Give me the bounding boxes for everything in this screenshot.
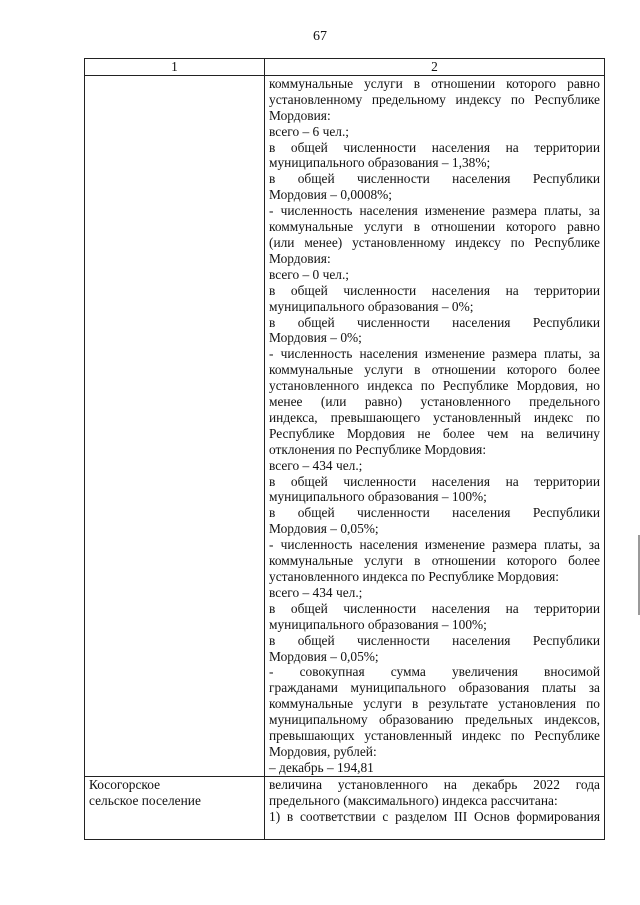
document-table: [84, 58, 605, 840]
description-cell: [265, 75, 605, 776]
text-line: отклонения по Республике Мордовия:: [269, 441, 487, 457]
text-line: всего – 434 чел.;: [269, 584, 363, 600]
municipality-cell: [85, 75, 265, 776]
text-line: в общей численности населения Республики: [269, 632, 600, 648]
text-line: (или менее) установленному индексу по Республике: [269, 234, 600, 250]
text-line: установленного индекса по Республике Мордовия, но: [269, 378, 600, 394]
text-line: в общей численности населения на территории: [269, 473, 600, 489]
column-header-1: 1: [85, 59, 265, 76]
text-line: всего – 0 чел.;: [269, 266, 350, 282]
text-line: Мордовия – 0,0008%;: [269, 187, 393, 203]
text-line: муниципальному образованию предельных индексов,: [269, 712, 600, 728]
text-line: муниципального образования – 100%;: [269, 616, 487, 632]
text-line: всего – 434 чел.;: [269, 457, 363, 473]
column-header-2: 2: [265, 59, 605, 76]
table-header-row: [85, 59, 605, 76]
text-line: Республике Мордовия не более чем на величину: [269, 425, 600, 441]
text-line: величина установленного на декабрь 2022 года: [269, 776, 600, 792]
text-line: - совокупная сумма увеличения вносимой: [269, 664, 600, 680]
text-line: муниципального образования – 1,38%;: [269, 155, 491, 171]
text-line: в общей численности населения Республики: [269, 314, 600, 330]
text-line: Мордовия:: [269, 250, 331, 266]
text-line: установленному предельному индексу по Республике: [269, 91, 600, 107]
text-line: коммунальные услуги в отношении которого равно: [269, 75, 600, 91]
page-number: 67: [313, 29, 327, 44]
text-line: 1) в соответствии с разделом III Основ формирования: [269, 808, 600, 824]
text-line: всего – 6 чел.;: [269, 123, 350, 139]
text-line: коммунальные услуги в отношении которого более: [269, 553, 600, 569]
text-line: коммунальные услуги в отношении которого равно: [269, 219, 600, 235]
description-cell: [265, 776, 605, 839]
text-line: муниципального образования – 0%;: [269, 298, 474, 314]
text-line: в общей численности населения Республики: [269, 505, 600, 521]
text-line: в общей численности населения Республики: [269, 171, 600, 187]
municipality-cell: [85, 776, 265, 839]
text-line: превышающих установленный индекс по Республике: [269, 728, 600, 744]
text-line: - численность населения изменение размера платы, за: [269, 537, 600, 553]
text-line: менее (или равно) установленного предельного: [269, 394, 600, 410]
text-line: Мордовия – 0%;: [269, 330, 362, 346]
text-line: – декабрь – 194,81: [269, 759, 374, 775]
text-line: муниципального образования – 100%;: [269, 489, 487, 505]
text-line: гражданами муниципального образования платы за: [269, 680, 600, 696]
text-line: индекса, превышающего установленный индекс по: [269, 409, 600, 425]
text-line: Мордовия – 0,05%;: [269, 521, 379, 537]
text-line: установленного индекса по Республике Мордовия:: [269, 569, 559, 584]
text-line: Мордовия – 0,05%;: [269, 648, 379, 664]
text-line: Мордовия:: [269, 107, 331, 123]
text-line: коммунальные услуги в результате установления по: [269, 696, 600, 712]
text-line: Мордовия, рублей:: [269, 743, 377, 759]
text-line: предельного (максимального) индекса рассчитана:: [269, 792, 558, 808]
text-line: Косогорское: [89, 776, 161, 792]
text-line: в общей численности населения на территории: [269, 139, 600, 155]
table-row: [85, 776, 605, 839]
text-line: коммунальные услуги в отношении которого более: [269, 362, 600, 378]
text-line: в общей численности населения на территории: [269, 282, 600, 298]
text-line: в общей численности населения на территории: [269, 600, 600, 616]
table-row: [85, 75, 605, 776]
text-line: сельское поселение: [89, 792, 201, 808]
text-line: - численность населения изменение размера платы, за: [269, 346, 600, 362]
text-line: - численность населения изменение размера платы, за: [269, 203, 600, 219]
